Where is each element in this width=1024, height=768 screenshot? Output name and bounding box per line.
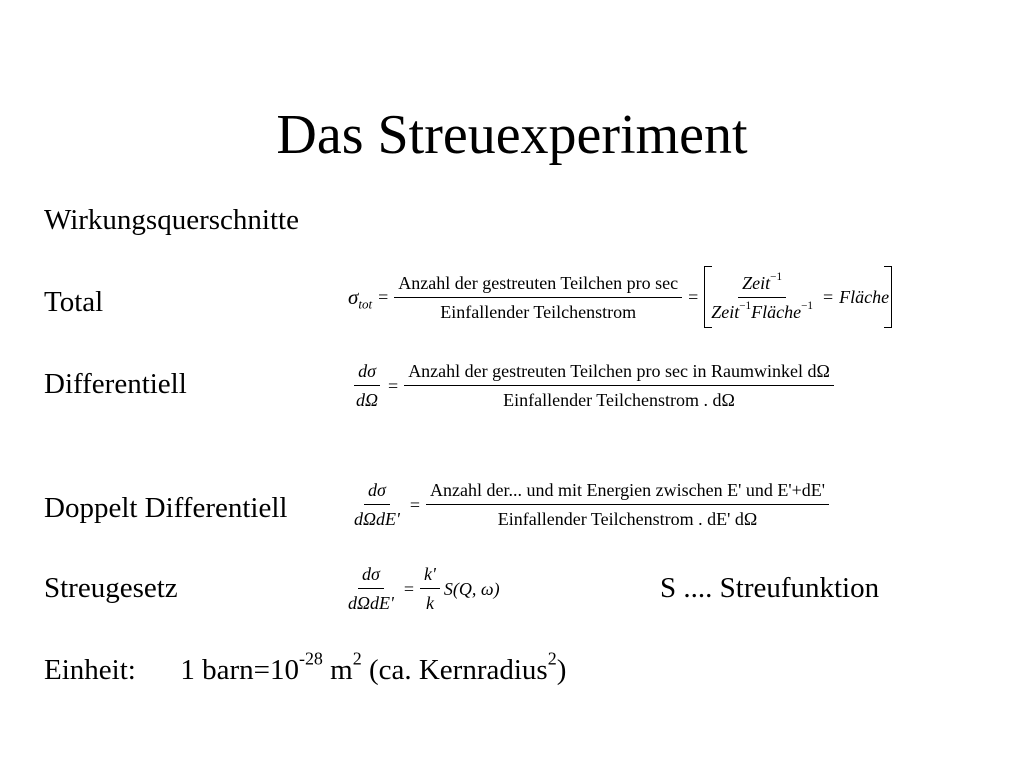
bracket-expression [704,266,892,328]
equals-sign: = [378,287,389,307]
fraction-k-ratio: $\frac{k'}{k}$ [420,563,440,614]
scattering-function: S(Q, ω) [443,578,500,599]
label-streugesetz: Streugesetz [44,572,178,604]
fraction-differentiell [404,360,834,411]
lhs-derivative: $\frac{d\sigma}{\text{dΩdE'}}$ [348,564,394,613]
denominator: Einfallender Teilchenstrom . dΩ [503,390,735,410]
unit-line [44,648,567,688]
numerator: Anzahl der gestreuten Teilchen pro sec [394,272,682,298]
equals-sign: = [388,375,399,396]
equation-streugesetz [344,563,500,614]
label-differentiell: Differentiell [44,368,187,400]
lhs-derivative: $\frac{d\sigma}{d\Omega}$ [356,361,379,410]
equals-sign: = [403,578,415,599]
label-total: Total [44,286,104,318]
equals-sign: = [688,287,699,307]
numerator: Anzahl der... und mit Energien zwischen E' und E'+dE' [426,479,829,505]
unit-label: Einheit: [44,654,136,686]
label-doppelt-differentiell: Doppelt Differentiell [44,492,288,524]
streufunktion-note: S .... Streufunktion [660,572,880,604]
numerator: Anzahl der gestreuten Teilchen pro sec in Raumwinkel dΩ [404,360,834,386]
fraction-doppelt [426,479,829,530]
lhs-derivative: $\frac{d\sigma}{\text{dΩdE'}}$ [354,480,400,529]
sigma-symbol: $\sigma_{tot}$ [348,285,373,312]
result-area: Fläche [839,287,890,307]
fraction-total [394,272,682,323]
slide-title: Das Streuexperiment [276,104,748,166]
denominator: Einfallender Teilchenstrom . dE' dΩ [497,509,758,529]
unit-value: 1 $barn=10^{-28}$ $m^2$ (ca. Kernradius$^2$) [180,648,567,686]
numerator: Zeit$^{-1}$ [738,272,786,298]
equals-sign: = [409,494,421,515]
denominator: Einfallender Teilchenstrom [440,301,637,322]
equals-sign: = [822,287,834,307]
section-heading: Wirkungsquerschnitte [44,204,299,236]
equation-differentiell [352,360,834,411]
denominator: Zeit$^{-1}$Fläche$^{-1}$ [711,299,813,322]
fraction-units [707,272,817,323]
equation-doppelt [350,479,829,530]
equation-total [348,266,892,328]
